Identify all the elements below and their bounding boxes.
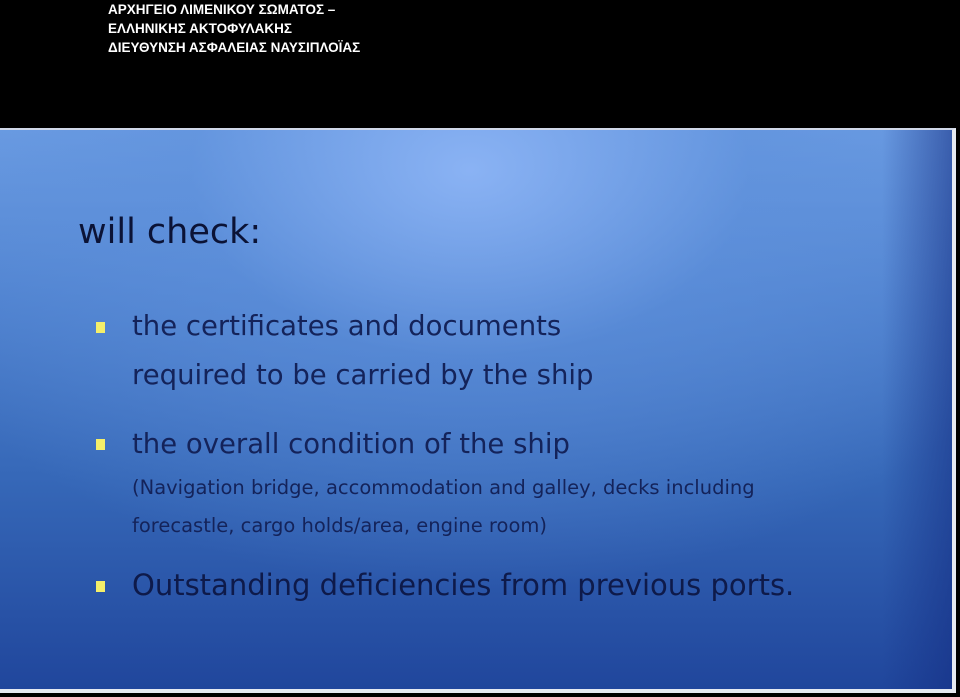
bullet-line: required to be carried by the ship xyxy=(132,359,594,391)
bullet-line: Outstanding deficiencies from previous ports. xyxy=(132,568,795,602)
bullet-line: the certificates and documents xyxy=(132,310,562,342)
slide-title: will check: xyxy=(78,212,262,252)
bullet-detail-line: forecastle, cargo holds/area, engine room) xyxy=(132,514,547,537)
slide-edge-shading xyxy=(882,130,952,689)
bullet-detail-line: (Navigation bridge, accommodation and galley, decks including xyxy=(132,476,755,499)
bullet-line: the overall condition of the ship xyxy=(132,428,570,460)
slide-body xyxy=(0,128,956,693)
bullet-list xyxy=(96,302,794,610)
bullet-square-icon xyxy=(96,439,105,450)
header-line-2: ΕΛΛΗΝΙΚΗΣ ΑΚΤΟΦΥΛΑΚΗΣ xyxy=(108,21,292,36)
bullet-square-icon xyxy=(96,322,105,333)
header-line-1: ΑΡΧΗΓΕΙΟ ΛΙΜΕΝΙΚΟΥ ΣΩΜΑΤΟΣ – xyxy=(108,2,336,17)
header-bar xyxy=(0,0,960,128)
header-line-3: ΔΙΕΥΘΥΝΣΗ ΑΣΦΑΛΕΙΑΣ ΝΑΥΣΙΠΛΟΪΑΣ xyxy=(108,40,361,55)
bullet-square-icon xyxy=(96,581,105,592)
organization-name xyxy=(108,0,360,57)
bullet-item-overall-condition xyxy=(96,420,794,545)
bullet-item-deficiencies xyxy=(96,561,794,610)
bullet-item-certificates xyxy=(96,302,794,400)
